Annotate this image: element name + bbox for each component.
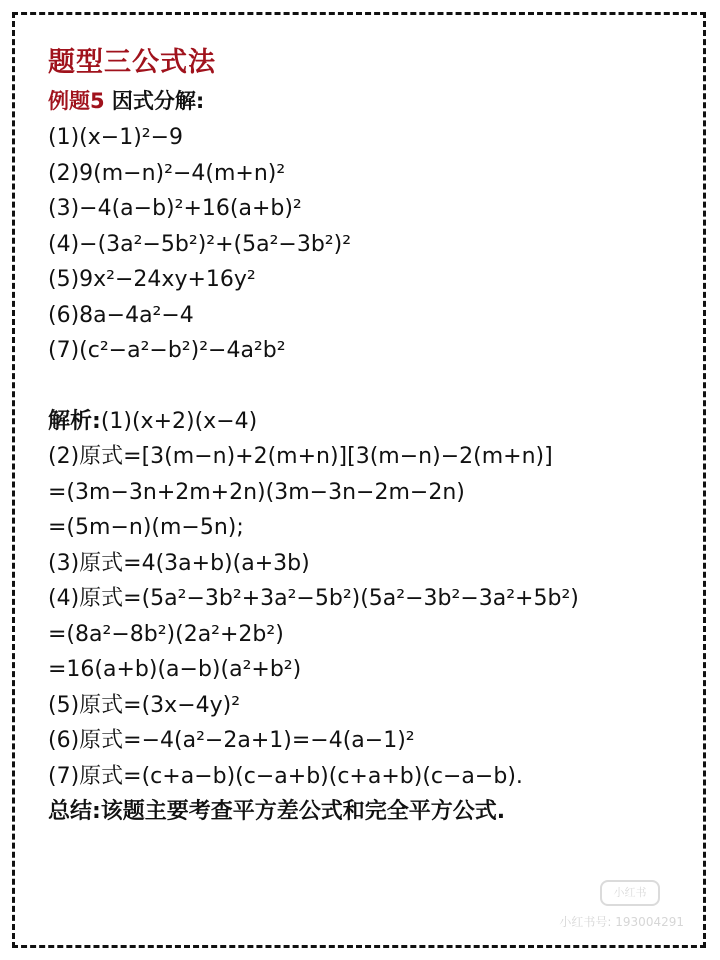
problem-line: (5)9x²−24xy+16y² — [48, 267, 256, 292]
problem-line: (1)(x−1)²−9 — [48, 125, 184, 150]
solution-step: (1)(x+2)(x−4) — [100, 408, 258, 434]
content — [48, 46, 688, 830]
problem-line: (2)9(m−n)²−4(m+n)² — [48, 160, 286, 186]
solution-step: (3)原式=4(3a+b)(a+3b) — [48, 550, 310, 576]
solution-step: (4)原式=(5a²−3b²+3a²−5b²)(5a²−3b²−3a²+5b²) — [48, 586, 579, 611]
problem-line: (3)−4(a−b)²+16(a+b)² — [48, 196, 302, 221]
watermark — [514, 880, 684, 930]
example-label: 例题5 — [48, 89, 105, 113]
solution-step: (6)原式=−4(a²−2a+1)=−4(a−1)² — [48, 728, 415, 753]
solution-step: (7)原式=(c+a−b)(c−a+b)(c+a+b)(c−a−b). — [48, 763, 523, 789]
solution-step: =(5m−n)(m−5n); — [48, 515, 244, 540]
watermark-logo: 小红书 — [600, 880, 660, 906]
section-title: 题型三公式法 — [48, 47, 216, 78]
example-instruction: 因式分解: — [104, 89, 205, 113]
spacer — [48, 369, 688, 404]
problem-line: (6)8a−4a²−4 — [48, 302, 194, 328]
problem-line: (4)−(3a²−5b²)²+(5a²−3b²)² — [48, 231, 352, 257]
solution-first-line — [48, 404, 688, 440]
solution-step: (5)原式=(3x−4y)² — [48, 692, 241, 718]
summary-text: 总结:该题主要考查平方差公式和完全平方公式. — [48, 799, 506, 824]
solution-step: =(8a²−8b²)(2a²+2b²) — [48, 621, 284, 647]
solution-step: =(3m−3n+2m+2n)(3m−3n−2m−2n) — [48, 479, 465, 505]
solution-step: =16(a+b)(a−b)(a²+b²) — [48, 657, 302, 682]
example-header — [48, 86, 688, 116]
solution-label: 解析: — [48, 408, 101, 434]
solution-step: (2)原式=[3(m−n)+2(m+n)][3(m−n)−2(m+n)] — [48, 444, 553, 469]
watermark-id: 小红书号: 193004291 — [559, 915, 684, 929]
problem-line: (7)(c²−a²−b²)²−4a²b² — [48, 338, 286, 363]
